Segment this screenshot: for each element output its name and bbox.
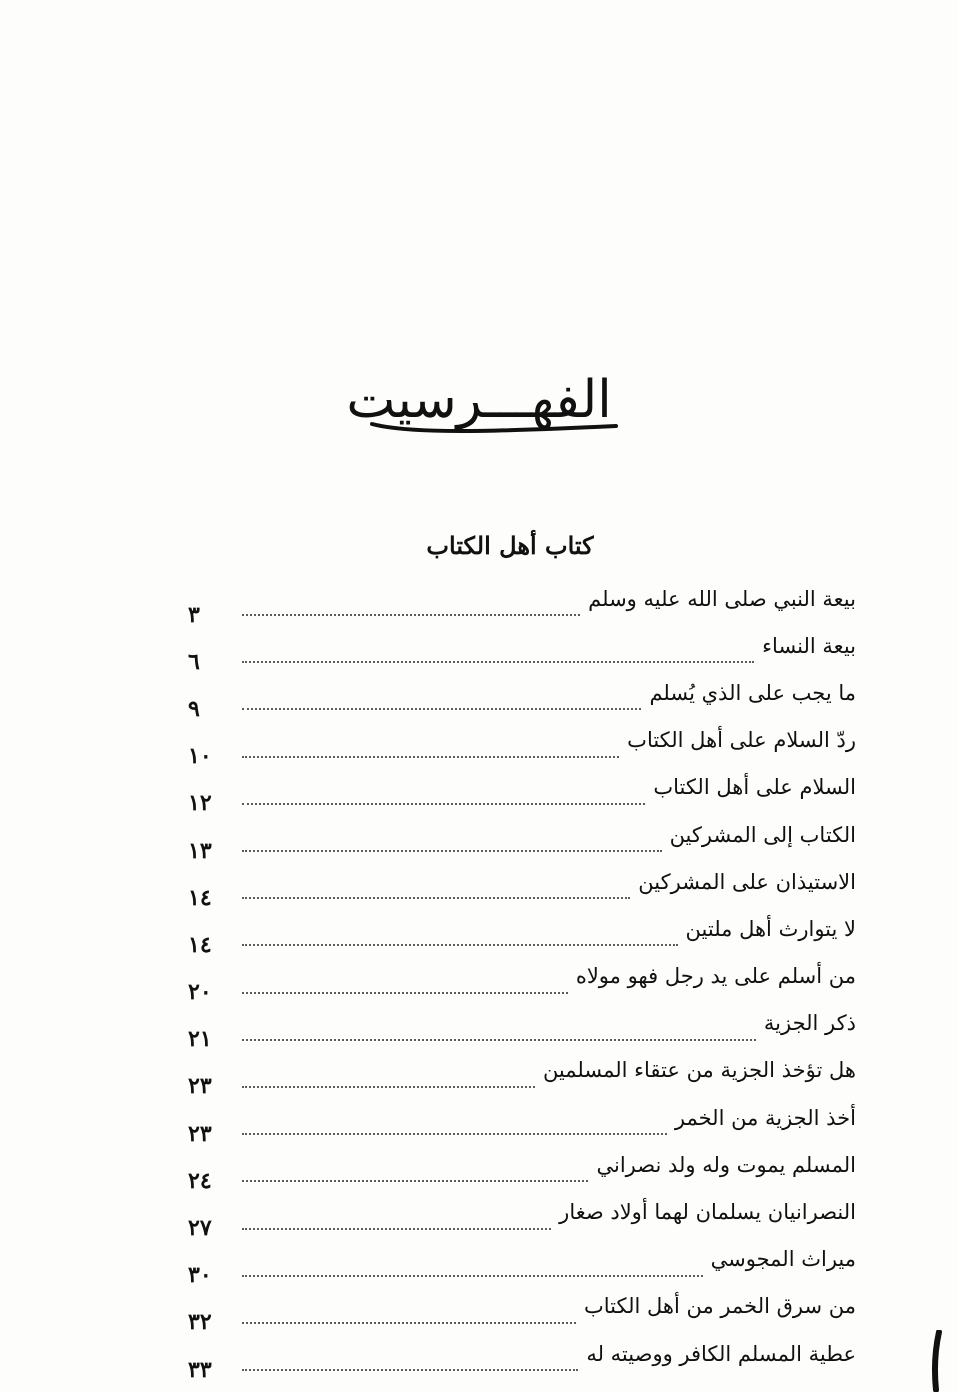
toc-leader-dots xyxy=(242,896,630,899)
toc-entry-title: عطية المسلم الكافر ووصيته له xyxy=(586,1341,856,1366)
toc-entry-title: المسلم يموت وله ولد نصراني xyxy=(596,1152,856,1177)
toc-entry-title: هل تؤخذ الجزية من عتقاء المسلمين xyxy=(542,1058,856,1083)
toc-row xyxy=(188,1288,856,1335)
toc-page-number: ١٤ xyxy=(188,884,212,911)
toc-leader-dots xyxy=(242,1274,703,1277)
toc-row xyxy=(188,674,856,721)
toc-leader-dots xyxy=(242,1227,551,1230)
toc-leader-dots xyxy=(242,849,662,852)
toc-leader-dots xyxy=(242,1085,535,1088)
toc-row xyxy=(188,958,856,1005)
toc-row xyxy=(188,1146,856,1193)
scan-margin-mark xyxy=(930,1330,944,1392)
toc-entry-title: ردّ السلام على أهل الكتاب xyxy=(627,728,856,753)
toc-leader-dots xyxy=(242,1368,578,1371)
toc-leader-dots xyxy=(242,755,619,758)
toc-entry-title: الكتاب إلى المشركين xyxy=(669,822,856,847)
toc-page-number: ٢٣ xyxy=(188,1120,212,1147)
toc-row xyxy=(188,722,856,769)
toc-leader-dots xyxy=(242,1038,756,1041)
toc-page-number: ٢٣ xyxy=(188,1073,212,1100)
toc-page-number: ٢٧ xyxy=(188,1215,212,1242)
toc-entry-title: من أسلم على يد رجل فهو مولاه xyxy=(575,964,856,989)
toc-leader-dots xyxy=(242,613,580,616)
toc-page-number: ٦ xyxy=(188,648,200,675)
toc-entry-title: النصرانيان يسلمان لهما أولاد صغار xyxy=(559,1200,856,1225)
toc-leader-dots xyxy=(242,1132,667,1135)
toc-page-number: ١٣ xyxy=(188,837,212,864)
toc-page-number: ٣٣ xyxy=(188,1356,212,1383)
toc-page-number: ٣ xyxy=(188,601,200,628)
toc-entry-title: السلام على أهل الكتاب xyxy=(653,775,856,800)
toc-page-number: ٩ xyxy=(188,695,200,722)
toc-leader-dots xyxy=(242,1179,588,1182)
toc-page-number: ١٤ xyxy=(188,931,212,958)
index-title: الفهـــرسيت xyxy=(346,370,612,430)
toc-row xyxy=(188,769,856,816)
toc-page-number: ٢١ xyxy=(188,1026,212,1053)
toc-row xyxy=(188,1335,856,1382)
toc-row xyxy=(188,910,856,957)
toc-row xyxy=(188,1052,856,1099)
toc-leader-dots xyxy=(242,802,645,805)
toc-leader-dots xyxy=(242,943,678,946)
toc-row xyxy=(188,580,856,627)
title-underline-flourish xyxy=(370,420,618,434)
section-heading: كتاب أهل الكتاب xyxy=(426,531,594,560)
toc-entry-title: أخذ الجزية من الخمر xyxy=(674,1105,856,1130)
toc-page-number: ٢٤ xyxy=(188,1167,212,1194)
toc-leader-dots xyxy=(242,1321,576,1324)
toc-page-number: ٣٢ xyxy=(188,1309,212,1336)
toc-row xyxy=(188,816,856,863)
toc-row xyxy=(188,1099,856,1146)
toc-row xyxy=(188,1241,856,1288)
toc-entry-title: بيعة النساء xyxy=(762,633,856,658)
toc-entry-title: ما يجب على الذي يُسلم xyxy=(649,680,856,705)
toc-row xyxy=(188,863,856,910)
toc-page-number: ٢٠ xyxy=(188,979,212,1006)
toc-entry-title: ميراث المجوسي xyxy=(710,1247,856,1272)
toc-leader-dots xyxy=(242,660,754,663)
toc-entry-title: الاستيذان على المشركين xyxy=(638,869,856,894)
toc-row xyxy=(188,1193,856,1240)
toc-leader-dots xyxy=(242,707,641,710)
toc-page-number: ٣٠ xyxy=(188,1262,212,1289)
table-of-contents xyxy=(188,580,856,1382)
toc-entry-title: لا يتوارث أهل ملتين xyxy=(685,916,856,941)
toc-leader-dots xyxy=(242,991,568,994)
toc-page-number: ١٢ xyxy=(188,790,212,817)
toc-entry-title: ذكر الجزية xyxy=(763,1011,856,1036)
toc-row xyxy=(188,627,856,674)
toc-page-number: ١٠ xyxy=(188,743,212,770)
toc-entry-title: من سرق الخمر من أهل الكتاب xyxy=(584,1294,856,1319)
toc-row xyxy=(188,1005,856,1052)
toc-entry-title: بيعة النبي صلى الله عليه وسلم xyxy=(588,586,856,611)
